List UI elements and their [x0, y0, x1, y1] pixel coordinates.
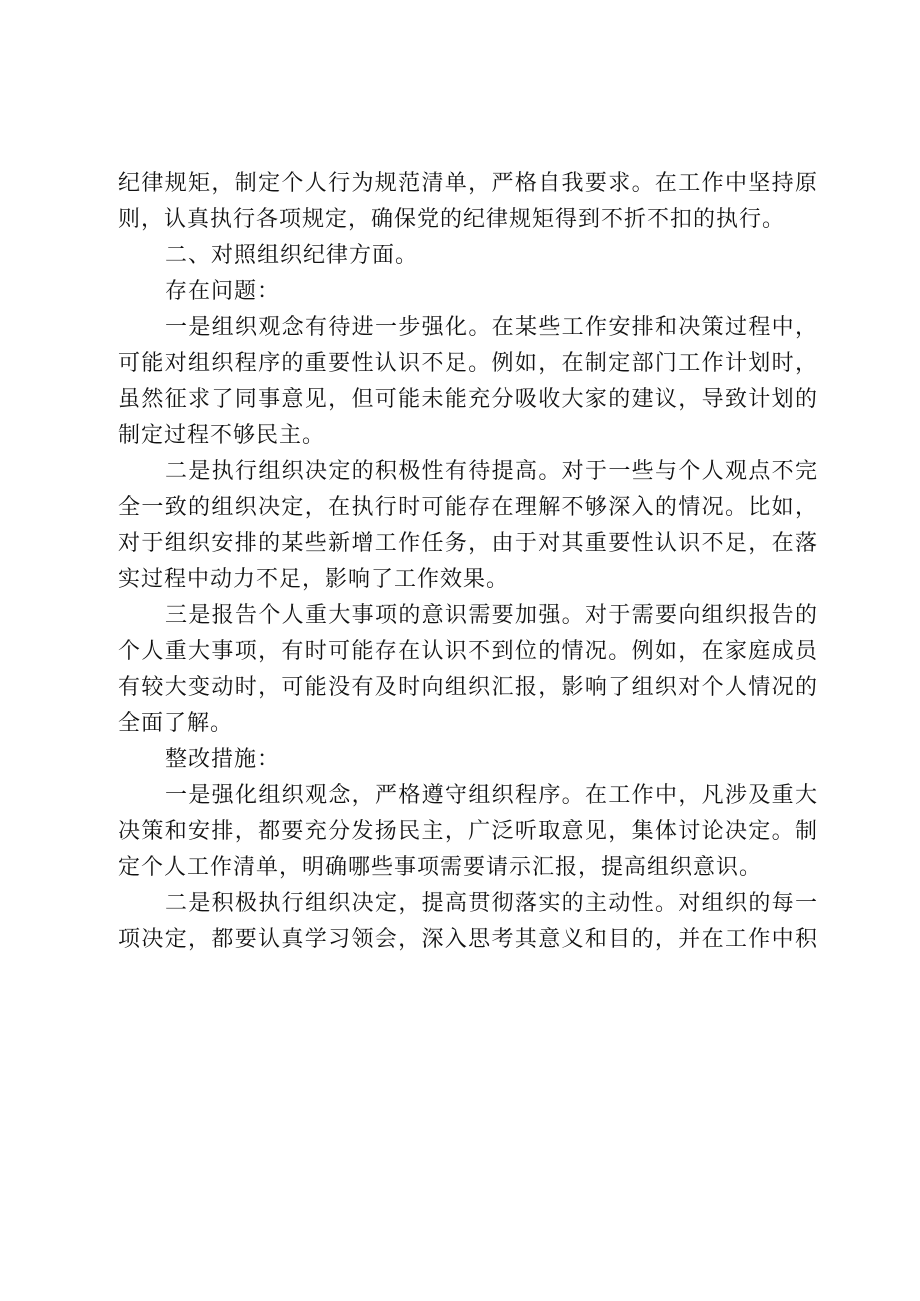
text-line: 二是执行组织决定的积极性有待提高。对于一些与个人观点不完 — [165, 459, 818, 484]
text-line: 纪律规矩，制定个人行为规范清单，严格自我要求。在工作中坚持原 — [118, 171, 818, 196]
subsection-label: 存在问题： — [165, 279, 281, 304]
document-body — [118, 166, 818, 958]
text-line: 制定过程不够民主。 — [118, 423, 326, 448]
text-line: 对于组织安排的某些新增工作任务，由于对其重要性认识不足，在落 — [118, 531, 818, 556]
text-line: 可能对组织程序的重要性认识不足。例如，在制定部门工作计划时， — [118, 351, 818, 376]
text-line: 三是报告个人重大事项的意识需要加强。对于需要向组织报告的 — [165, 603, 818, 628]
subsection-label: 整改措施： — [165, 747, 281, 772]
text-line: 一是强化组织观念，严格遵守组织程序。在工作中，凡涉及重大 — [165, 783, 818, 808]
text-line: 有较大变动时，可能没有及时向组织汇报，影响了组织对个人情况的 — [118, 675, 818, 700]
text-line: 个人重大事项，有时可能存在认识不到位的情况。例如，在家庭成员 — [118, 639, 818, 664]
text-line: 虽然征求了同事意见，但可能未能充分吸收大家的建议，导致计划的 — [118, 387, 818, 412]
text-line: 实过程中动力不足，影响了工作效果。 — [118, 567, 510, 592]
text-line: 项决定，都要认真学习领会，深入思考其意义和目的，并在工作中积 — [118, 927, 818, 952]
text-line: 定个人工作清单，明确哪些事项需要请示汇报，提高组织意识。 — [118, 855, 763, 880]
text-line: 则，认真执行各项规定，确保党的纪律规矩得到不折不扣的执行。 — [118, 207, 786, 232]
text-line: 全面了解。 — [118, 711, 234, 736]
text-line: 决策和安排，都要充分发扬民主，广泛听取意见，集体讨论决定。制 — [118, 819, 818, 844]
text-line: 一是组织观念有待进一步强化。在某些工作安排和决策过程中， — [165, 315, 818, 340]
section-heading: 二、对照组织纪律方面。 — [165, 243, 419, 268]
text-line: 全一致的组织决定，在执行时可能存在理解不够深入的情况。比如， — [118, 495, 818, 520]
text-line: 二是积极执行组织决定，提高贯彻落实的主动性。对组织的每一 — [165, 891, 818, 916]
